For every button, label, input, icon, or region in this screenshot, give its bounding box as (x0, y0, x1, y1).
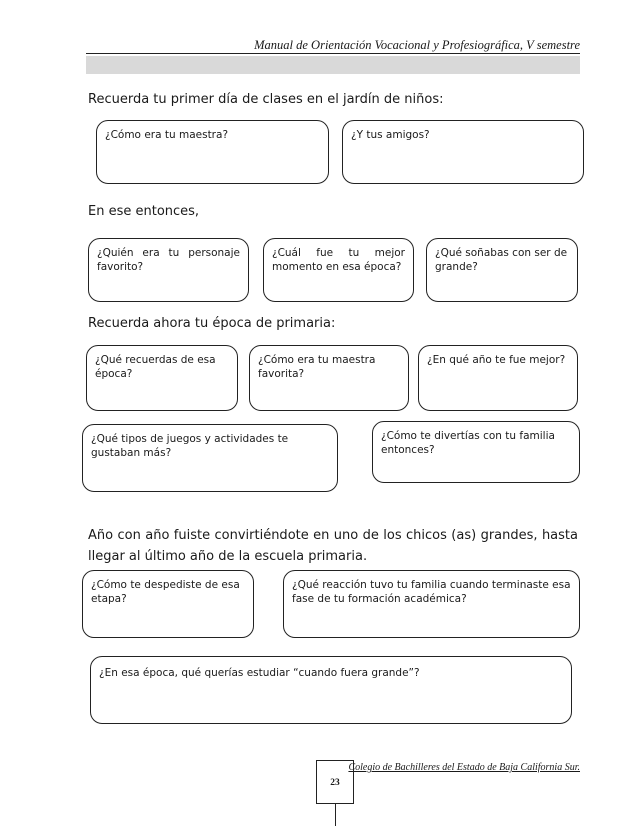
answer-box-remember[interactable]: ¿Qué recuerdas de esa época? (86, 345, 238, 411)
answer-box-fav-teacher[interactable]: ¿Cómo era tu maestra favorita? (249, 345, 409, 411)
header-rule (86, 53, 580, 54)
answer-box-dream[interactable]: ¿Qué soñabas con ser de grande? (426, 238, 578, 302)
section-growth: Año con año fuiste convirtiéndote en uno de los chicos (as) grandes, hasta llegar al último año de la escuela primaria. (88, 528, 578, 564)
answer-box-family-fun[interactable]: ¿Cómo te divertías con tu familia entonces? (372, 421, 580, 483)
answer-box-farewell[interactable]: ¿Cómo te despediste de esa etapa? (82, 570, 254, 638)
answer-box-best-year[interactable]: ¿En qué año te fue mejor? (418, 345, 578, 411)
header-band (86, 56, 580, 74)
footer-institution: Colegio de Bachilleres del Estado de Baja California Sur. (348, 762, 580, 773)
answer-box-study-wish[interactable]: ¿En esa época, qué querías estudiar “cuando fuera grande”? (90, 656, 572, 724)
section-primary: Recuerda ahora tu época de primaria: (88, 316, 336, 331)
answer-box-teacher[interactable]: ¿Cómo era tu maestra? (96, 120, 329, 184)
header-title: Manual de Orientación Vocacional y Profesiográfica, V semestre (254, 38, 580, 52)
answer-box-games[interactable]: ¿Qué tipos de juegos y actividades te gustaban más? (82, 424, 338, 492)
answer-box-best-moment[interactable]: ¿Cuál fue tu mejor momento en esa época? (263, 238, 414, 302)
page-number: 23 (330, 778, 340, 788)
answer-box-character[interactable]: ¿Quién era tu personaje favorito? (88, 238, 249, 302)
answer-box-friends[interactable]: ¿Y tus amigos? (342, 120, 584, 184)
section-then: En ese entonces, (88, 204, 200, 219)
answer-box-family-reaction[interactable]: ¿Qué reacción tuvo tu familia cuando terminaste esa fase de tu formación académica? (283, 570, 580, 638)
section-kinder: Recuerda tu primer día de clases en el jardín de niños: (88, 92, 444, 107)
page-number-stem (335, 804, 336, 826)
